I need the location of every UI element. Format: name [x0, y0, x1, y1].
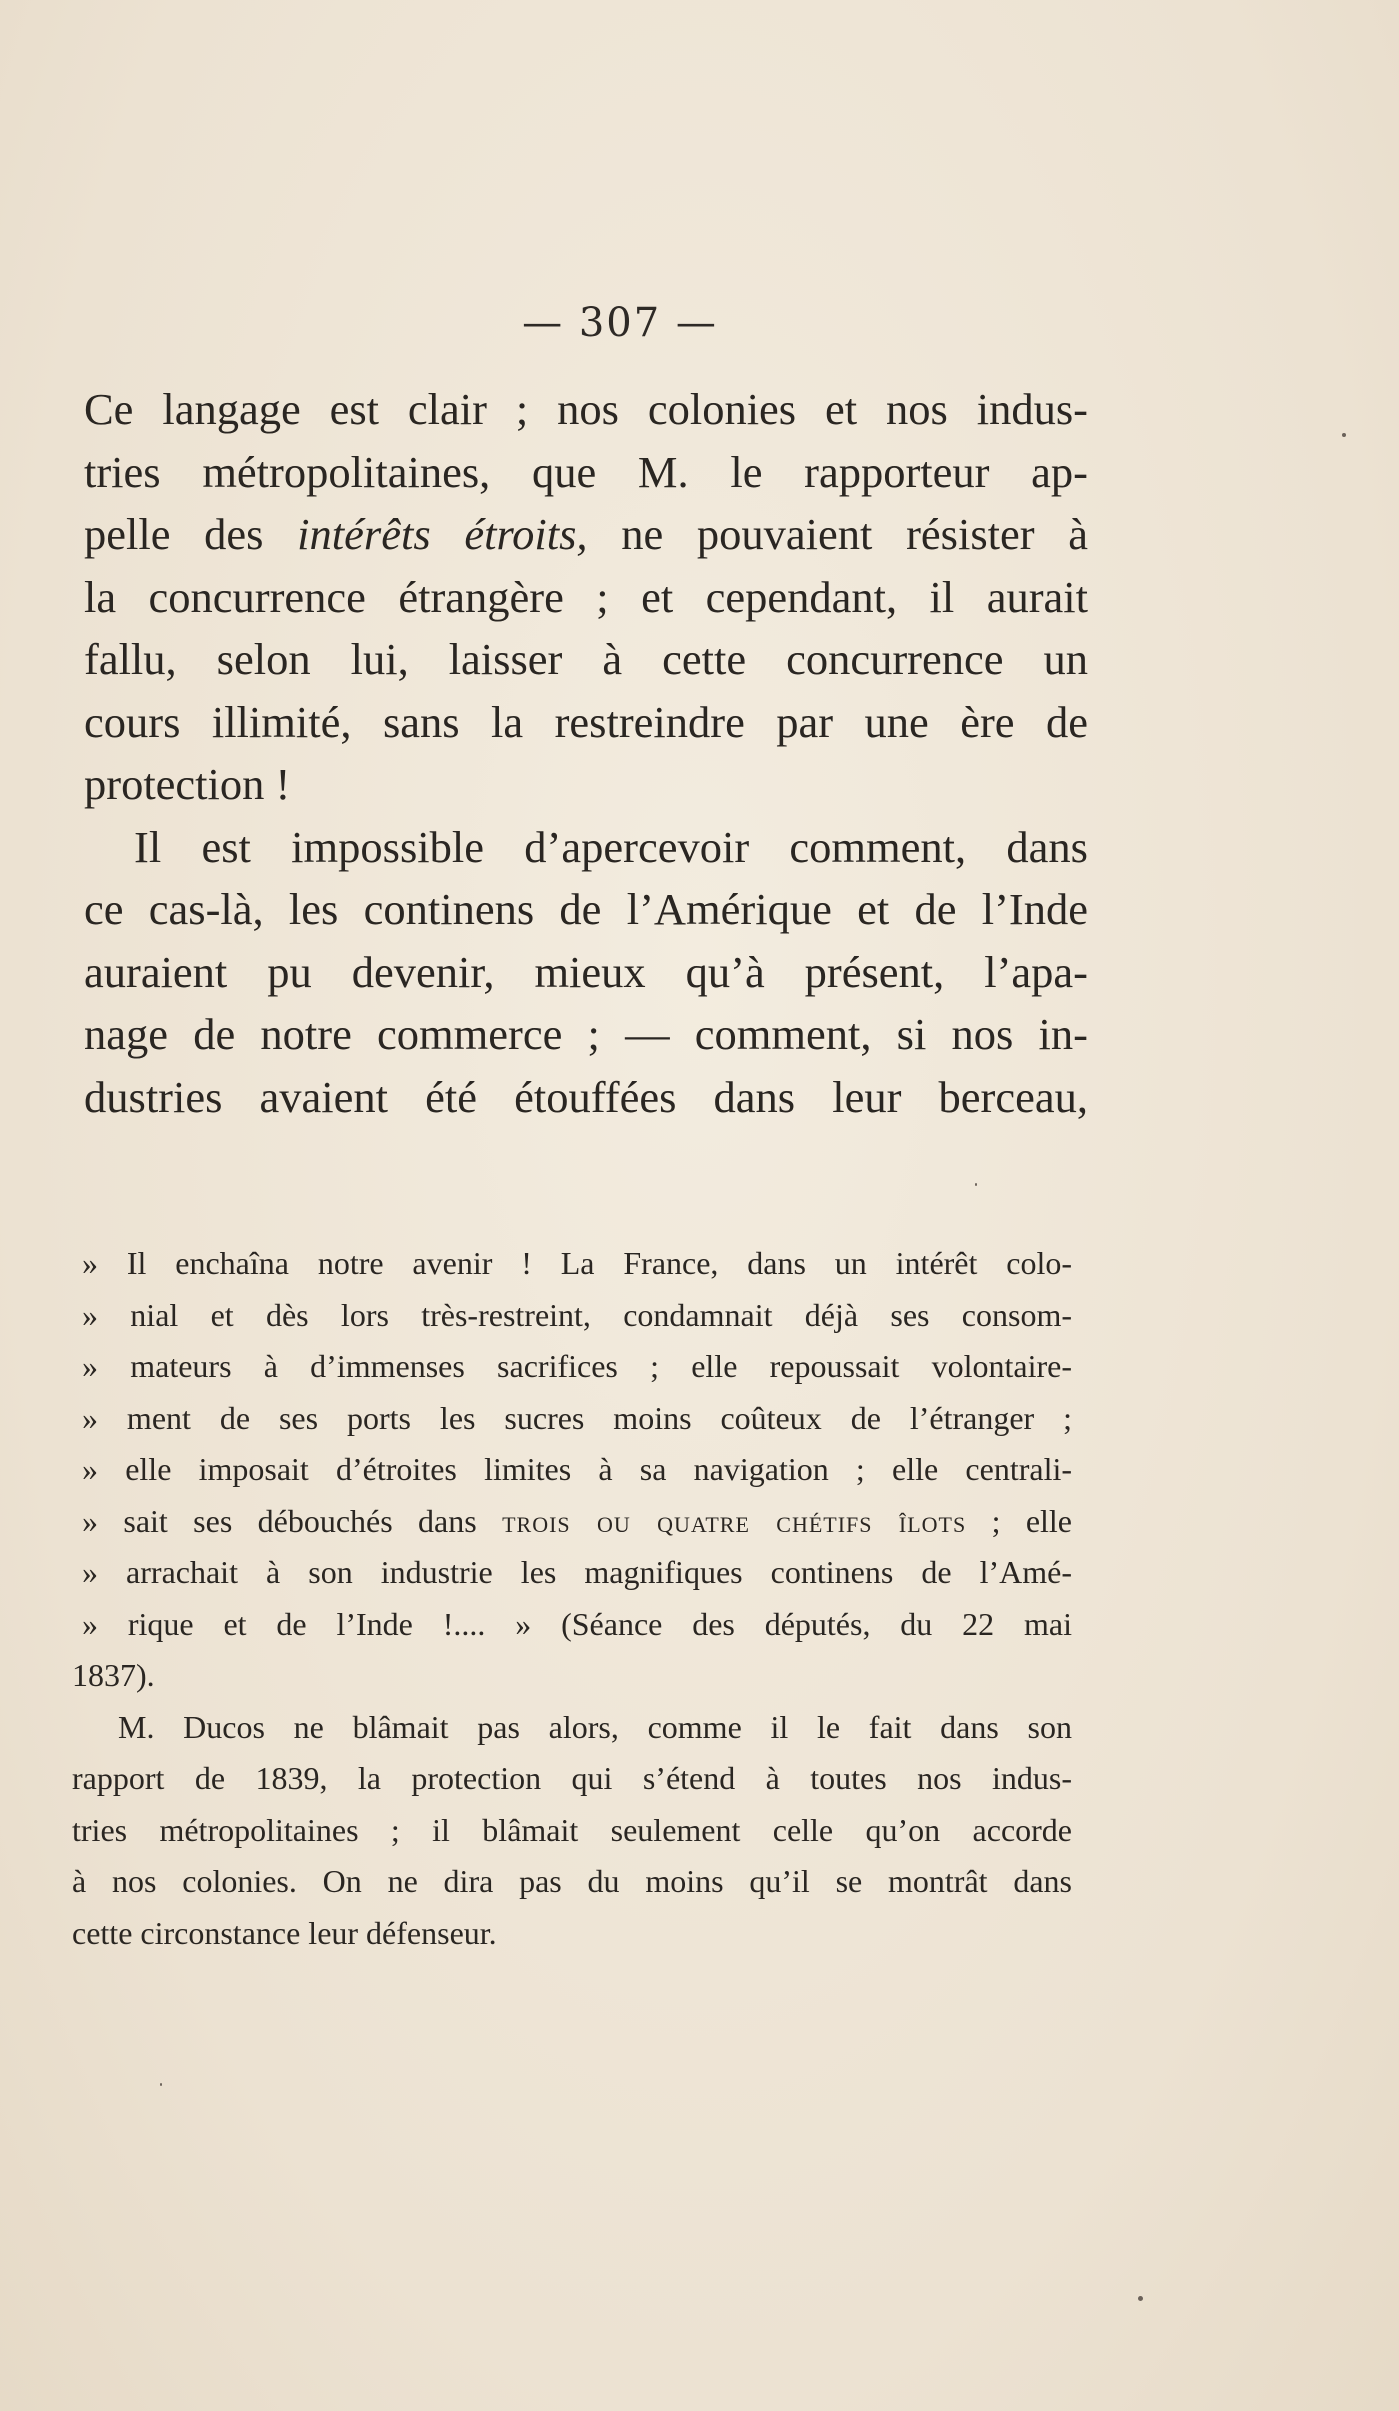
note-line: 1837). [72, 1657, 155, 1693]
text-run: pelle des [84, 509, 298, 559]
page-number: — 307 — [522, 300, 718, 346]
text-run: ; elle [966, 1502, 1072, 1539]
note-line: » rique et de l’Inde !.... » (Séance des députés, du 22 mai [82, 1605, 1072, 1642]
text-line: auraient pu devenir, mieux qu’à présent, l’apa- [84, 946, 1088, 997]
note-line: tries métropolitaines ; il blâmait seulement celle qu’on accorde [72, 1811, 1072, 1848]
note-line: » elle imposait d’étroites limites à sa navigation ; elle centrali- [82, 1451, 1072, 1487]
paper-speck [1138, 2296, 1143, 2301]
note-line: rapport de 1839, la protection qui s’étend à toutes nos indus- [72, 1760, 1072, 1796]
text-line: Ce langage est clair ; nos colonies et nos indus- [84, 384, 1088, 434]
note-line: » Il enchaîna notre avenir ! La France, dans un intérêt colo- [82, 1245, 1072, 1281]
text-line: nage de notre commerce ; — comment, si nos in- [84, 1009, 1088, 1059]
text-line: protection ! [84, 759, 291, 809]
italic-phrase: intérêts étroits, [297, 509, 588, 559]
note-line [72, 1496, 1072, 1548]
note-line: cette circonstance leur défenseur. [72, 1914, 497, 1951]
main-body-text [84, 378, 1088, 1128]
note-line: » ment de ses ports les sucres moins coûteux de l’étranger ; [82, 1399, 1072, 1436]
text-line: cours illimité, sans la restreindre par une ère de [84, 696, 1088, 747]
text-line: la concurrence étrangère ; et cependant, il aurait [84, 571, 1088, 622]
note-line: » nial et dès lors très-restreint, condamnait déjà ses consom- [82, 1296, 1072, 1333]
text-line: fallu, selon lui, laisser à cette concurrence un [84, 634, 1088, 684]
note-line: » mateurs à d’immenses sacrifices ; elle repoussait volontaire- [82, 1348, 1072, 1384]
text-line: tries métropolitaines, que M. le rapporteur ap- [84, 446, 1088, 497]
text-run: ne pouvaient résister à [587, 509, 1088, 559]
text-line: dustries avaient été étouffées dans leur berceau, [84, 1071, 1088, 1122]
smallcaps-phrase: trois ou quatre chétifs îlots [502, 1502, 967, 1539]
note-line: à nos colonies. On ne dira pas du moins qu’il se montrât dans [72, 1863, 1072, 1899]
footnote-text [72, 1238, 1072, 1959]
text-line: Il est impossible d’apercevoir comment, dans [134, 821, 1088, 872]
note-line: » arrachait à son industrie les magnifiques continens de l’Amé- [82, 1554, 1072, 1590]
text-line: ce cas-là, les continens de l’Amérique et de l’Inde [84, 884, 1088, 934]
note-line: M. Ducos ne blâmait pas alors, comme il le fait dans son [118, 1708, 1072, 1745]
paper-speck [1342, 433, 1346, 437]
paper-speck [975, 1183, 977, 1186]
paper-speck [160, 2083, 162, 2086]
text-run: » sait ses débouchés dans [82, 1502, 503, 1539]
text-line [84, 503, 1088, 566]
